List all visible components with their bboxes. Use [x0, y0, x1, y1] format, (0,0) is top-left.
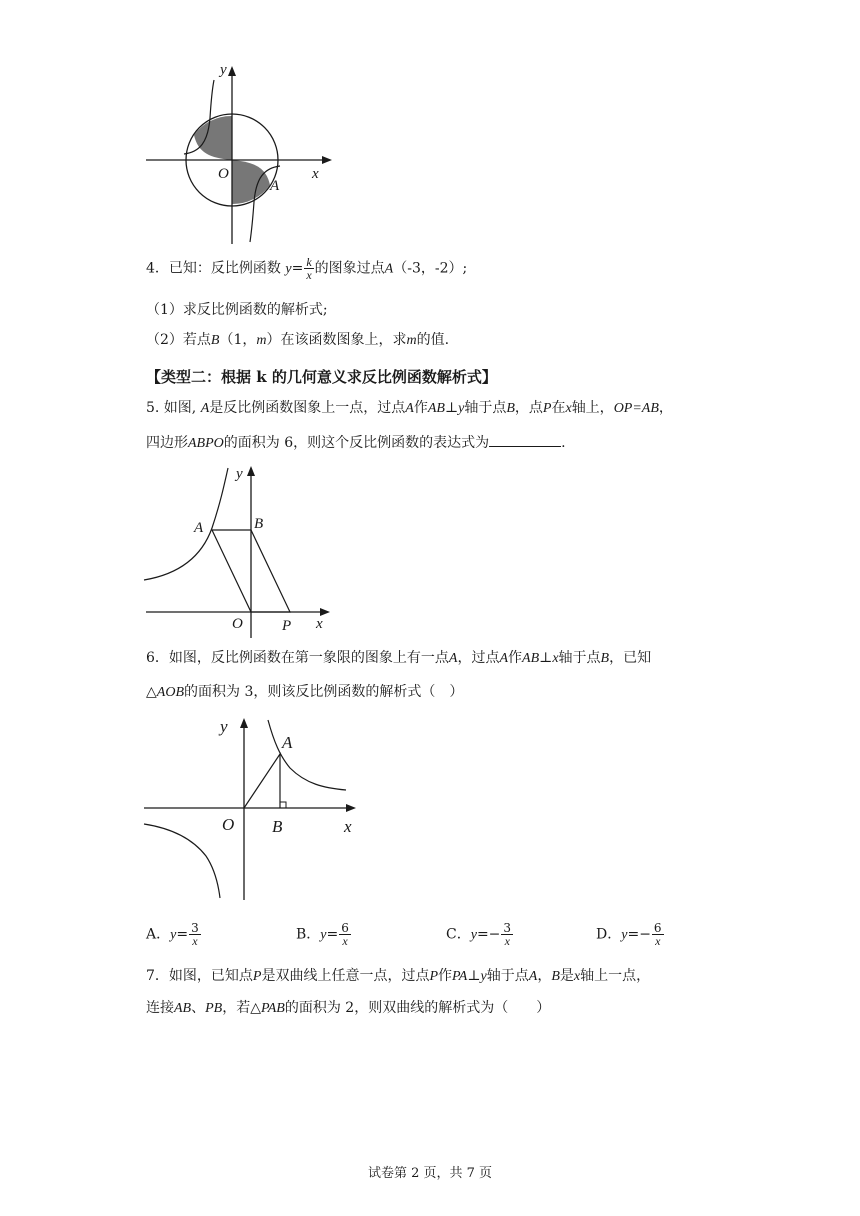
var: A [499, 651, 509, 666]
x-axis-arrow-icon [322, 156, 332, 164]
text: 是反比例函数图象上一点，过点 [209, 400, 406, 416]
var-m: m [256, 333, 267, 348]
question-7-line-1 [146, 966, 650, 987]
text: （2）若点 [146, 332, 211, 348]
y-axis-arrow-icon [228, 66, 236, 76]
x-axis-label: x [344, 817, 352, 836]
question-6-line-2 [146, 682, 463, 703]
var: ABPO [188, 436, 224, 451]
sign: − [488, 926, 501, 943]
origin-label: O [218, 166, 229, 182]
text: （1， [219, 332, 257, 348]
text: 的面积为 3，则该反比例函数的解析式（ ） [184, 684, 464, 700]
var: PB [205, 1001, 223, 1016]
y-axis-label: y [220, 62, 227, 78]
y-axis-label: y [236, 466, 243, 482]
text: ⊥ [467, 968, 481, 984]
text: （-3，-2）; [393, 260, 468, 277]
text: 是双曲线上任意一点，过点 [261, 968, 430, 984]
fraction [339, 922, 351, 947]
point-a: A [384, 261, 394, 277]
var: P [429, 969, 439, 984]
var: x [552, 651, 559, 666]
text: 轴于点 [486, 968, 529, 984]
x-axis-label: x [312, 166, 319, 182]
text: 6．如图，反比例函数在第一象限的图象上有一点 [146, 650, 449, 666]
var: A [448, 651, 458, 666]
point-b: B [210, 333, 220, 348]
answer-blank[interactable] [489, 432, 561, 447]
fraction [501, 922, 513, 947]
var: PA [452, 969, 468, 984]
frac-den: x [192, 934, 198, 948]
var-y: y [470, 927, 477, 943]
var-y: y [320, 927, 327, 943]
option-label: C． [446, 926, 471, 943]
var: B [506, 401, 515, 416]
frac-den: x [306, 268, 312, 282]
point-a-label: A [282, 733, 293, 752]
var: P [542, 401, 552, 416]
text: 作 [508, 650, 523, 666]
fraction [189, 922, 201, 947]
var: x [565, 401, 572, 416]
var: y [458, 401, 465, 416]
text: 轴于点 [558, 650, 601, 666]
hyperbola-branch-3 [144, 824, 220, 898]
question-5-line-1 [146, 398, 673, 419]
var: AOB [156, 685, 184, 700]
text: 连接 [146, 1000, 174, 1016]
text: 7．如图，已知点 [146, 968, 253, 984]
var: A [405, 401, 414, 416]
var: A [528, 969, 538, 984]
option-a[interactable] [146, 922, 202, 947]
frac-den: x [342, 934, 348, 948]
text: ，点 [514, 400, 543, 416]
text: 轴上一点， [580, 968, 651, 984]
question-6-line-1 [146, 648, 651, 669]
equals: = [326, 926, 339, 943]
text: 的面积为 6，则这个反比例函数的表达式为 [223, 435, 490, 451]
fraction [652, 922, 664, 947]
var: PAB [261, 1001, 285, 1016]
frac-den: x [504, 934, 510, 948]
point-a-label: A [270, 178, 280, 194]
x-axis-label: x [316, 616, 323, 632]
shaded-region-lower [232, 160, 270, 204]
text: ⊥ [539, 650, 553, 666]
text: 的面积为 2，则双曲线的解析式为（ ） [284, 1000, 551, 1016]
frac-num: 6 [341, 921, 349, 935]
text: ，过点 [457, 650, 500, 666]
figure-5-quadrilateral [140, 460, 340, 640]
var-m: m [406, 333, 417, 348]
question-5-line-2 [146, 432, 566, 454]
text: 四边形 [146, 435, 188, 451]
option-c[interactable] [446, 922, 514, 947]
figure-1-circle-hyperbola [140, 58, 340, 248]
text: 作 [438, 968, 453, 984]
x-axis-arrow-icon [346, 804, 356, 812]
sign: − [639, 926, 651, 943]
var: AB [427, 401, 445, 416]
point-a-label: A [194, 520, 204, 536]
text: 5. 如图, [146, 400, 201, 416]
question-4-part-2 [146, 330, 449, 351]
frac-num: 3 [503, 921, 512, 935]
equals: = [291, 260, 304, 277]
triangle-aob [244, 754, 280, 808]
equals: = [627, 926, 640, 943]
origin-label: O [232, 616, 243, 632]
text: ⊥ [444, 400, 459, 416]
text: . [561, 435, 566, 451]
y-axis-arrow-icon [240, 718, 248, 728]
text: 已知：反比例函数 [168, 260, 281, 277]
text: 、 [191, 1000, 206, 1016]
frac-num: k [306, 255, 312, 269]
text: 的图象过点 [314, 260, 385, 277]
var-y: y [621, 927, 628, 943]
var-y: y [285, 261, 292, 277]
equals: = [176, 926, 189, 943]
right-angle-mark [280, 802, 286, 808]
frac-num: 3 [191, 921, 199, 935]
option-label: B． [296, 926, 321, 943]
option-label: D． [596, 926, 622, 943]
text: ，已知 [609, 650, 652, 666]
point-b-label: B [272, 817, 283, 836]
text: ， [658, 400, 673, 416]
option-label: A． [146, 926, 171, 943]
shaded-region-upper [194, 116, 232, 160]
text: 的值. [416, 332, 450, 348]
var: y [480, 969, 487, 984]
figure-6-triangle [140, 712, 370, 904]
frac-den: x [655, 934, 661, 948]
question-4-stem [146, 256, 467, 281]
var: AB [522, 651, 540, 666]
text: 轴上， [571, 400, 614, 416]
question-4-part-1: （1）求反比例函数的解析式; [146, 302, 328, 318]
x-axis-arrow-icon [320, 608, 330, 616]
point-p-label: P [282, 618, 292, 634]
option-d[interactable] [596, 922, 665, 947]
var-y: y [170, 927, 177, 943]
var: P [252, 969, 262, 984]
text: ， [537, 968, 552, 984]
text: ，若△ [222, 1000, 261, 1016]
page-footer: 试卷第 2 页，共 7 页 [367, 1166, 493, 1181]
var: OP=AB [613, 401, 659, 416]
text: 是 [559, 968, 574, 984]
fraction-k-over-x [304, 256, 313, 281]
var: A [200, 401, 210, 416]
equals: = [476, 926, 489, 943]
y-axis-arrow-icon [247, 466, 255, 476]
frac-num: 6 [653, 921, 662, 935]
point-b-label: B [254, 516, 264, 532]
text: 轴于点 [464, 400, 507, 416]
option-b[interactable] [296, 922, 352, 947]
text: △ [146, 684, 157, 700]
origin-label: O [222, 815, 235, 834]
text: 在 [551, 400, 566, 416]
question-7-line-2 [146, 998, 550, 1019]
var: AB [174, 1001, 192, 1016]
y-axis-label: y [220, 717, 228, 736]
section-heading: 【类型二：根据 k 的几何意义求反比例函数解析式】 [146, 368, 497, 386]
text: ）在该函数图象上，求 [266, 332, 407, 348]
var: B [600, 651, 610, 666]
text: 作 [413, 400, 428, 416]
question-number: 4． [146, 260, 169, 277]
hyperbola-branch [144, 468, 228, 580]
var: B [551, 969, 560, 984]
var: x [573, 969, 581, 984]
